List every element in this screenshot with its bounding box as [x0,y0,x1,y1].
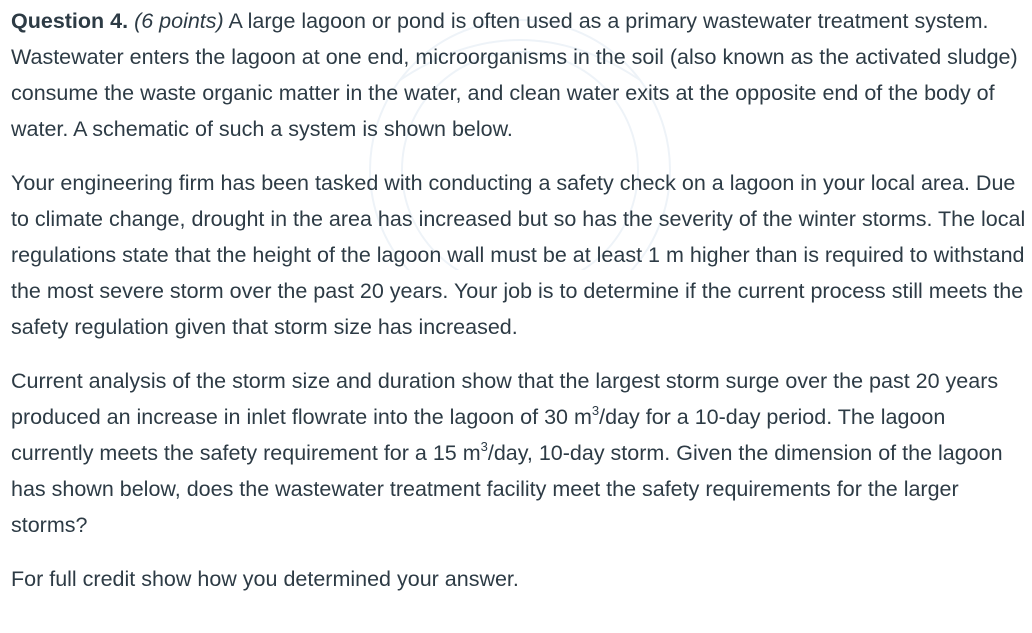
paragraph-task: Your engineering firm has been tasked with conducting a safety check on a lagoon in your local area. Due to climate change, drought in the area has increased but so has the severity of the winter storms. The local regulations state that the height of the lagoon wall must be at least 1 m higher than is required to withstand the most severe storm over the past 20 years. Your job is to determine if the current process still meets the safety regulation given that storm size has increased. [11,171,1026,339]
paragraph-credit: For full credit show how you determined your answer. [11,567,519,591]
analysis-text-1: Current analysis of the storm size and duration show that the largest storm surge over the past 20 years produced an increase in inlet flowrate into the lagoon of 30 m [11,369,999,429]
question-label: Question 4. [11,9,129,33]
question-intro-text: A large lagoon or pond is often used as a primary wastewater treatment system. Wastewater enters the lagoon at one end, microorganisms in the soil (also known as the activated sludge) consume the waste organic matter in the water, and clean water exits at the opposite end of the body of water. A schematic of such a system is shown below. [11,9,1018,141]
question-points: (6 points) [134,9,224,33]
superscript-3: 3 [480,438,488,454]
question-intro [11,3,1029,147]
superscript-3: 3 [591,402,600,418]
analysis-text-2: /day for a 10-day period. The lagoon currently meets the safety requirement for a 15 m [11,405,946,465]
paragraph-analysis [11,363,1029,543]
analysis-text-3: /day, 10-day storm. Given the dimension of the lagoon has shown below, does the wastewater treatment facility meet the safety requirements for the larger storms? [11,441,1003,537]
question-text [11,3,1029,597]
